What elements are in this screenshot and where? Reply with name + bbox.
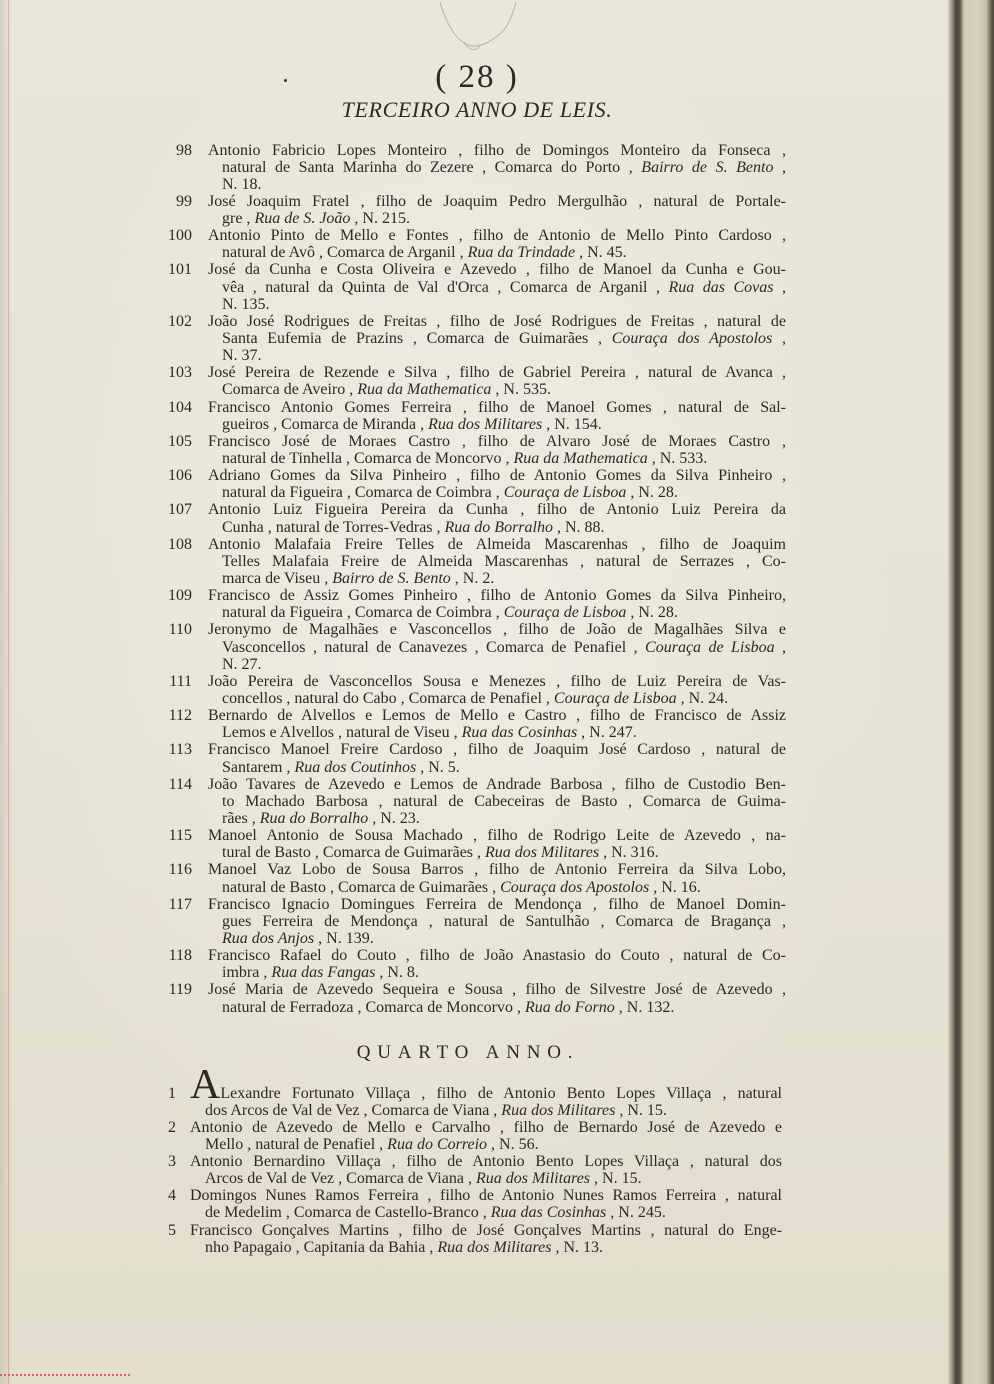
- entry-text: , N. 13.: [551, 1238, 604, 1256]
- entry-line: [208, 193, 786, 210]
- entry-text: Francisco Rafael do Couto , filho de João Anastasio do Couto , natural de Co-: [208, 947, 786, 965]
- entry-line: [208, 587, 786, 604]
- entry-text: Manoel Vaz Lobo de Sousa Barros , filho de Antonio Ferreira da Silva Lobo,: [208, 861, 786, 879]
- entry-line: [208, 364, 786, 381]
- entry-line: [190, 1222, 782, 1239]
- entry-text: José Maria de Azevedo Sequeira e Sousa , filho de Silvestre José de Azevedo ,: [208, 981, 786, 999]
- entry: [0, 399, 994, 433]
- entry-number: 3: [168, 1153, 176, 1171]
- entry-text: natural de Santa Marinha do Zezere , Comarca do Porto ,: [222, 158, 642, 176]
- entry-line: [222, 553, 786, 570]
- entry-text: natural de Basto , Comarca de Guimarães ,: [222, 878, 501, 896]
- street-name: Couraça de Lisboa: [503, 604, 627, 622]
- entry-text: Manoel Antonio de Sousa Machado , filho de Rodrigo Leite de Azevedo , na-: [208, 827, 786, 845]
- entry: [0, 227, 994, 261]
- entry-text: , N. 2.: [450, 570, 495, 588]
- entry: [0, 981, 994, 1015]
- entry-number: 106: [168, 467, 192, 485]
- page-number: ( 28 ): [435, 59, 519, 95]
- entry-text: tural de Basto , Comarca de Guimarães ,: [222, 844, 486, 862]
- entry-number: 103: [168, 364, 192, 382]
- entry-text: Domingos Nunes Ramos Ferreira , filho de Antonio Nunes Ramos Ferreira , natural: [190, 1187, 782, 1205]
- entry-line: [222, 930, 786, 947]
- entry-text: Francisco Ignacio Domingues Ferreira de Mendonça , filho de Manoel Domin-: [208, 895, 786, 913]
- street-name: Couraça de Lisboa: [503, 484, 627, 502]
- entry-line: [208, 433, 786, 450]
- entry-text: Adriano Gomes da Silva Pinheiro , filho de Antonio Gomes da Silva Pinheiro ,: [208, 467, 786, 485]
- entry-line: [205, 1170, 782, 1187]
- entry-line: [222, 279, 786, 296]
- entry: [0, 536, 994, 587]
- ink-dot: [284, 79, 287, 82]
- entry-text: gre ,: [222, 210, 255, 228]
- entry-line: [208, 707, 786, 724]
- street-name: Bairro de S. Bento: [641, 158, 774, 176]
- entry-line: [222, 519, 786, 536]
- entry-line: [208, 827, 786, 844]
- entry-text: João Pereira de Vasconcellos Sousa e Menezes , filho de Luiz Pereira de Vas-: [208, 672, 786, 690]
- street-name: Rua dos Militares: [475, 1170, 591, 1188]
- entry-text: , N. 24.: [676, 690, 729, 707]
- entry-text: Santarem ,: [222, 758, 295, 776]
- entry: [0, 673, 994, 707]
- entry-text: , N. 15.: [590, 1170, 642, 1188]
- entry: [0, 1153, 994, 1187]
- entry-text: nho Papagaio , Capitania da Bahia ,: [205, 1238, 438, 1256]
- entry-line: [208, 741, 786, 758]
- entry-number: 116: [168, 861, 192, 879]
- entry-line: [222, 159, 786, 176]
- entry-text: natural de Tinhella , Comarca de Moncorvo ,: [222, 450, 514, 468]
- entry: [0, 313, 994, 364]
- street-name: Rua de S. João: [254, 210, 351, 228]
- entry-text: ,: [774, 638, 787, 656]
- entry: [0, 261, 994, 312]
- entry-list-terceiro-anno: [0, 142, 994, 1016]
- entry-line: [222, 416, 786, 433]
- entry-text: , N. 533.: [647, 450, 708, 468]
- entry-number: 112: [168, 707, 192, 725]
- entry-text: João José Rodrigues de Freitas , filho de José Rodrigues de Freitas , natural de: [208, 312, 786, 330]
- entry-line: [222, 570, 786, 587]
- entry-line: [208, 947, 786, 964]
- street-name: Rua das Covas: [668, 278, 774, 296]
- entry-text: Lexandre Fortunato Villaça , filho de Antonio Bento Lopes Villaça , natural: [220, 1084, 782, 1102]
- entry-text: Francisco Gonçalves Martins , filho de José Gonçalves Martins , natural do Enge-: [190, 1221, 782, 1239]
- entry-line: [222, 810, 786, 827]
- entry-line: [190, 1187, 782, 1204]
- entry: [0, 947, 994, 981]
- entry-text: Vasconcellos , natural de Canavezes , Comarca de Penafiel ,: [222, 638, 646, 656]
- entry-text: Antonio Malafaia Freire Telles de Almeida Mascarenhas , filho de Joaquim: [208, 535, 786, 553]
- entry-text: , N. 16.: [649, 878, 701, 896]
- entry-text: ,: [773, 278, 787, 296]
- entry-text: Jeronymo de Magalhães e Vasconcellos , filho de João de Magalhães Silva e: [208, 621, 786, 639]
- entry: [0, 1119, 994, 1153]
- entry: [0, 501, 994, 535]
- entry-number: 100: [168, 227, 192, 245]
- entry-line: [208, 227, 786, 244]
- entry: [0, 707, 994, 741]
- entry-number: 109: [168, 587, 192, 605]
- street-name: Rua da Mathematica: [513, 450, 648, 468]
- entry-text: Antonio Fabricio Lopes Monteiro , filho de Domingos Monteiro da Fonseca ,: [208, 141, 786, 159]
- entry-line: [222, 381, 786, 398]
- street-name: Rua dos Anjos: [222, 929, 315, 947]
- entry-line: [222, 879, 786, 896]
- entry-number: 107: [168, 501, 192, 519]
- entry-text: , N. 139.: [314, 929, 374, 947]
- entry-text: N. 27.: [222, 655, 262, 673]
- entry-number: 105: [168, 432, 192, 450]
- entry-line: [205, 1204, 782, 1221]
- entry-text: Antonio Bernardino Villaça , filho de Antonio Bento Lopes Villaça , natural dos: [190, 1153, 782, 1171]
- entry-text: Antonio de Azevedo de Mello e Carvalho , filho de Bernardo José de Azevedo e: [190, 1118, 782, 1136]
- entry-text: N. 37.: [222, 347, 262, 365]
- entry: [0, 896, 994, 947]
- entry: [0, 776, 994, 827]
- entry-text: gues Ferreira de Mendonça , natural de Santulhão , Comarca de Bragança ,: [222, 912, 786, 930]
- entry-number: 101: [168, 261, 192, 279]
- entry-line: [222, 793, 786, 810]
- street-name: Rua das Fangas: [271, 964, 376, 982]
- section-title-quarto-anno: QUARTO ANNO.: [356, 1042, 580, 1063]
- entry-line: [222, 244, 786, 261]
- entry-line: [208, 467, 786, 484]
- entry-text: , N. 8.: [375, 964, 419, 982]
- entry-text: , N. 56.: [487, 1135, 539, 1153]
- entry-text: dos Arcos de Val de Vez , Comarca de Viana ,: [205, 1101, 502, 1119]
- entry-number: 108: [168, 535, 192, 553]
- entry-number: 118: [168, 947, 192, 965]
- entry-line: [208, 621, 786, 638]
- entry-text: , N. 154.: [542, 415, 602, 433]
- drop-cap: A: [190, 1061, 221, 1108]
- entry-text: , N. 45.: [575, 244, 627, 262]
- entry: [0, 193, 994, 227]
- street-name: Rua do Forno: [525, 998, 615, 1016]
- entry-line: [208, 776, 786, 793]
- entry-number: 115: [168, 827, 192, 845]
- entry-text: concellos , natural do Cabo , Comarca de Penafiel ,: [222, 690, 554, 707]
- entry-line: [222, 330, 786, 347]
- entry-line: [205, 1239, 782, 1256]
- entry-text: , N. 316.: [599, 844, 659, 862]
- entry-line: [222, 690, 786, 707]
- entry-text: marca de Viseu ,: [222, 570, 333, 588]
- entry-line: [190, 1119, 782, 1136]
- entry-line: [222, 639, 786, 656]
- entry-line: [222, 913, 786, 930]
- entry-number: 119: [168, 981, 192, 999]
- entry: [0, 467, 994, 501]
- entry: [0, 433, 994, 467]
- entry-text: vêa , natural da Quinta de Val d'Orca , Comarca de Arganil ,: [222, 278, 669, 296]
- entry-line: [208, 896, 786, 913]
- entry-number: 114: [168, 775, 192, 793]
- street-name: Rua das Cosinhas: [490, 1204, 607, 1222]
- entry-text: José da Cunha e Costa Oliveira e Azevedo , filho de Manoel da Cunha e Gou-: [208, 261, 786, 279]
- entry-text: N. 18.: [222, 175, 262, 193]
- entry-text: Mello , natural de Penafiel ,: [205, 1135, 388, 1153]
- entry-text: , N. 132.: [614, 998, 675, 1016]
- entry-text: , N. 28.: [626, 484, 678, 502]
- entry-line: [222, 347, 786, 364]
- street-name: Bairro de S. Bento: [332, 570, 451, 588]
- entry-line: [208, 536, 786, 553]
- entry-line: [222, 656, 786, 673]
- entry-line: [222, 759, 786, 776]
- entry: [0, 1061, 994, 1119]
- street-name: Couraça de Lisboa: [553, 690, 677, 707]
- entry-line: [222, 210, 786, 227]
- entry-text: , N. 5.: [416, 758, 460, 776]
- entry-line: [222, 450, 786, 467]
- street-name: Rua dos Militares: [501, 1101, 616, 1119]
- entry-line: [222, 964, 786, 981]
- entry-text: Bernardo de Alvellos e Lemos de Mello e Castro , filho de Francisco de Assiz: [208, 707, 786, 725]
- entry-line: [222, 999, 786, 1016]
- street-name: Couraça de Lisboa: [645, 638, 775, 656]
- entry-text: Francisco José de Moraes Castro , filho de Alvaro José de Moraes Castro ,: [208, 432, 786, 450]
- entry-number: 102: [168, 312, 192, 330]
- street-name: Rua do Borralho: [444, 518, 553, 536]
- entry-text: natural da Figueira , Comarca de Coimbra ,: [222, 604, 504, 622]
- entry-list-quarto-anno: [0, 1061, 994, 1256]
- entry-text: ,: [773, 158, 787, 176]
- entry-line: [208, 861, 786, 878]
- entry: [0, 142, 994, 193]
- entry-line: [222, 844, 786, 861]
- entry: [0, 741, 994, 775]
- entry-text: Telles Malafaia Freire de Almeida Mascarenhas , natural de Serrazes , Co-: [222, 552, 786, 570]
- entry: [0, 621, 994, 672]
- margin-mark: [420, 0, 530, 60]
- entry: [0, 587, 994, 621]
- entry-text: natural de Avô , Comarca de Arganil ,: [222, 244, 468, 262]
- entry-line: [208, 399, 786, 416]
- entry-number: 2: [168, 1118, 176, 1136]
- entry-number: 111: [169, 672, 192, 690]
- street-name: Rua da Trindade: [467, 244, 576, 262]
- street-name: Rua dos Militares: [437, 1238, 552, 1256]
- entry-text: Antonio Luiz Figueira Pereira da Cunha , filho de Antonio Luiz Pereira da: [208, 501, 786, 519]
- entry-line: [208, 313, 786, 330]
- entry-text: , N. 28.: [626, 604, 678, 622]
- entry-number: 110: [168, 621, 192, 639]
- entry-line: [208, 261, 786, 278]
- entry-line: [205, 1136, 782, 1153]
- street-name: Couraça dos Apostolos: [611, 330, 773, 348]
- entry-line: [222, 484, 786, 501]
- entry-text: gueiros , Comarca de Miranda ,: [222, 415, 429, 433]
- entry-line: [222, 296, 786, 313]
- entry-line: [208, 981, 786, 998]
- entry-text: Comarca de Aveiro ,: [222, 381, 358, 399]
- margin-rule-bottom: [0, 1374, 130, 1376]
- entry-line: [208, 501, 786, 518]
- entry-text: , N. 215.: [350, 210, 410, 228]
- entry-number: 5: [168, 1221, 176, 1239]
- entry-text: Francisco Antonio Gomes Ferreira , filho de Manoel Gomes , natural de Sal-: [208, 398, 786, 416]
- entry-text: Antonio Pinto de Mello e Fontes , filho de Antonio de Mello Pinto Cardoso ,: [208, 227, 786, 245]
- entry-text: de Medelim , Comarca de Castello-Branco ,: [205, 1204, 491, 1222]
- entry-text: rães ,: [222, 809, 260, 827]
- street-name: Rua dos Militares: [428, 415, 543, 433]
- entry-text: Lemos e Alvellos , natural de Viseu ,: [222, 724, 462, 742]
- entry-text: , N. 247.: [577, 724, 637, 742]
- street-name: Couraça dos Apostolos: [500, 878, 650, 896]
- entry-line: [222, 176, 786, 193]
- entry: [0, 1222, 994, 1256]
- entry-text: Arcos de Val de Vez , Comarca de Viana ,: [205, 1170, 476, 1188]
- entry-text: ,: [772, 330, 787, 348]
- entry-number: 117: [168, 895, 192, 913]
- entry-line: [222, 724, 786, 741]
- entry-text: imbra ,: [222, 964, 272, 982]
- entry-line: [222, 604, 786, 621]
- entry: [0, 861, 994, 895]
- entry-text: , N. 88.: [552, 518, 605, 536]
- entry-text: , N. 15.: [615, 1101, 667, 1119]
- entry-line: [190, 1061, 782, 1108]
- entry-number: 104: [168, 398, 192, 416]
- street-name: Rua dos Coutinhos: [294, 758, 417, 776]
- entry-text: Francisco de Assiz Gomes Pinheiro , filho de Antonio Gomes da Silva Pinheiro,: [208, 587, 786, 605]
- entry-number: 98: [176, 141, 192, 159]
- entry-text: Cunha , natural de Torres-Vedras ,: [222, 518, 445, 536]
- entry-number: 113: [168, 741, 192, 759]
- entry-number: 99: [176, 192, 192, 210]
- street-name: Rua dos Militares: [485, 844, 600, 862]
- street-name: Rua do Correio: [387, 1135, 488, 1153]
- entry-text: natural de Ferradoza , Comarca de Moncorvo ,: [222, 998, 525, 1016]
- entry-line: [208, 142, 786, 159]
- section-title: TERCEIRO ANNO DE LEIS.: [341, 97, 613, 122]
- entry-line: [205, 1102, 782, 1119]
- entry: [0, 1187, 994, 1221]
- entry-text: João Tavares de Azevedo e Lemos de Andrade Barbosa , filho de Custodio Ben-: [208, 775, 786, 793]
- entry-text: José Joaquim Fratel , filho de Joaquim Pedro Mergulhão , natural de Portale-: [208, 192, 786, 210]
- entry-text: , N. 535.: [491, 381, 551, 399]
- entry-text: to Machado Barbosa , natural de Cabeceiras de Basto , Comarca de Guima-: [222, 792, 786, 810]
- entry: [0, 827, 994, 861]
- entry-number: 1: [168, 1084, 176, 1102]
- entry-text: José Pereira de Rezende e Silva , filho de Gabriel Pereira , natural de Avanca ,: [208, 364, 786, 382]
- street-name: Rua da Mathematica: [357, 381, 492, 399]
- street-name: Rua das Cosinhas: [461, 724, 578, 742]
- entry-text: Francisco Manoel Freire Cardoso , filho de Joaquim José Cardoso , natural de: [208, 741, 786, 759]
- entry-text: Santa Eufemia de Prazins , Comarca de Guimarães ,: [222, 330, 612, 348]
- entry-text: , N. 245.: [606, 1204, 666, 1222]
- entry-line: [190, 1153, 782, 1170]
- entry-text: N. 135.: [222, 295, 270, 313]
- entry-line: [208, 673, 786, 690]
- entry-text: , N. 23.: [368, 809, 420, 827]
- entry-text: natural da Figueira , Comarca de Coimbra ,: [222, 484, 504, 502]
- entry-number: 4: [168, 1187, 176, 1205]
- entry: [0, 364, 994, 398]
- street-name: Rua do Borralho: [259, 809, 369, 827]
